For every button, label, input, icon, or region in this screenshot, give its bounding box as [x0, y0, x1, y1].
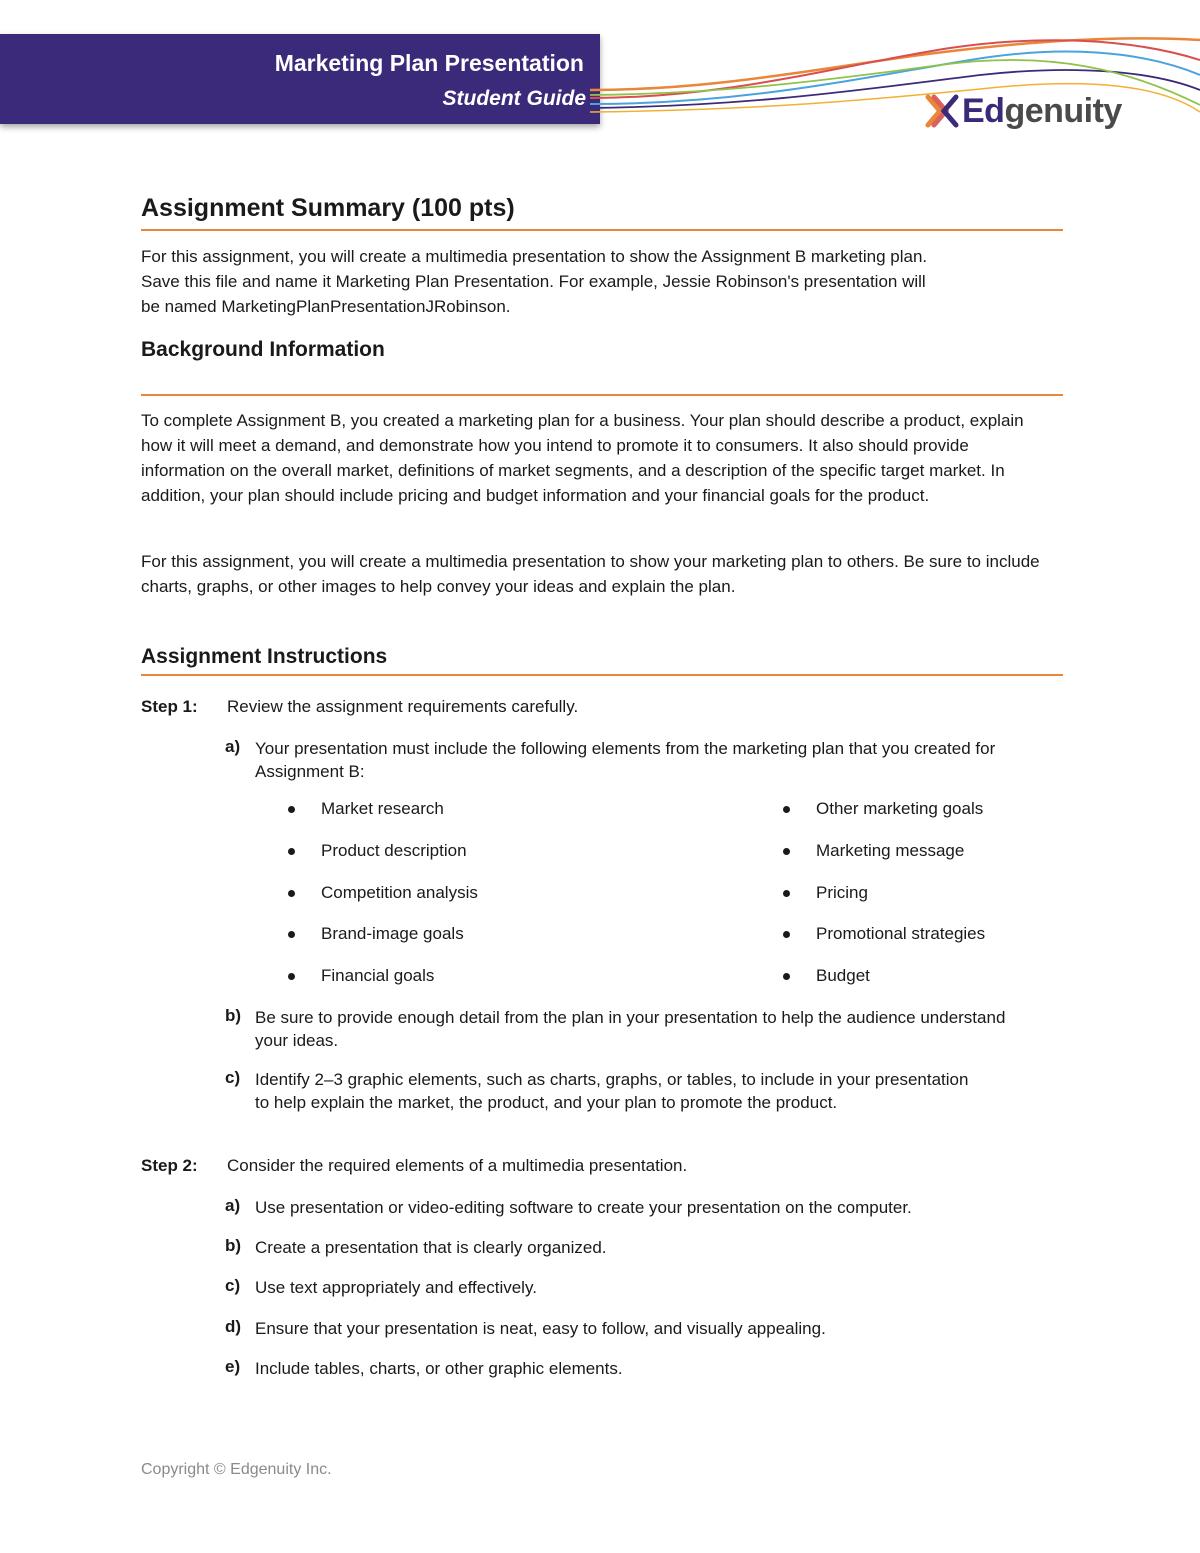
sub-item-letter: a) — [225, 737, 241, 756]
sub-item-letter: c) — [225, 1068, 241, 1087]
bullet-icon — [288, 806, 295, 813]
background-paragraph: For this assignment, you will create a multimedia presentation to show your marketing plan to others. Be sure to include charts, graphs, or other images to help convey your ideas and explain the plan. — [141, 552, 1040, 596]
summary-paragraph: For this assignment, you will create a multimedia presentation to show the Assignment B marketing plan. Save this file and name it Marketing Plan Presentation. For example, Jessie Robinson's presentation will be named MarketingPlanPresentationJRobinson. — [141, 247, 928, 316]
bullet-icon — [783, 806, 790, 813]
list-item: Market research — [288, 799, 444, 819]
list-item: Product description — [288, 841, 467, 861]
sub-item-text: Create a presentation that is clearly organized. — [255, 1238, 607, 1257]
sub-item-letter: b) — [225, 1006, 242, 1025]
list-item: Other marketing goals — [783, 799, 983, 819]
sub-item-letter: a) — [225, 1196, 241, 1215]
document-subtitle: Student Guide — [442, 87, 586, 110]
list-item: Marketing message — [783, 841, 964, 861]
sub-item-letter: d) — [225, 1317, 242, 1336]
sub-item-text: Ensure that your presentation is neat, easy to follow, and visually appealing. — [255, 1319, 826, 1338]
sub-item-text: Use presentation or video-editing software to create your presentation on the computer. — [255, 1198, 912, 1217]
edgenuity-x-logo-icon — [924, 93, 960, 129]
edgenuity-logo — [924, 90, 1122, 132]
list-item: Competition analysis — [288, 883, 478, 903]
instructions-heading: Assignment Instructions — [141, 645, 388, 668]
bullet-icon — [783, 931, 790, 938]
document-title: Marketing Plan Presentation — [274, 50, 584, 76]
sub-item-text: Include tables, charts, or other graphic elements. — [255, 1359, 623, 1378]
bullet-icon — [783, 848, 790, 855]
sub-item-letter: b) — [225, 1236, 242, 1255]
bullet-icon — [783, 890, 790, 897]
sub-item-text: Identify 2–3 graphic elements, such as charts, graphs, or tables, to include in your presentation to help explain the market, the product, and your plan to promote the product. — [255, 1070, 969, 1112]
bullet-icon — [288, 931, 295, 938]
header-banner — [0, 34, 600, 124]
heading-divider — [141, 394, 1063, 396]
heading-divider — [141, 674, 1063, 676]
list-item: Budget — [783, 966, 870, 986]
sub-item-text: Your presentation must include the following elements from the marketing plan that you created for Assignment B: — [255, 739, 996, 781]
copyright-footer: Copyright © Edgenuity Inc. — [141, 1461, 332, 1478]
sub-item-letter: c) — [225, 1276, 241, 1295]
sub-item-text: Use text appropriately and effectively. — [255, 1278, 537, 1297]
step-label: Step 2: — [141, 1156, 198, 1175]
sub-item-letter: e) — [225, 1357, 241, 1376]
bullet-icon — [288, 973, 295, 980]
step-text: Consider the required elements of a multimedia presentation. — [227, 1156, 688, 1175]
bullet-icon — [288, 890, 295, 897]
bullet-icon — [288, 848, 295, 855]
list-item: Brand-image goals — [288, 924, 464, 944]
step-label: Step 1: — [141, 697, 198, 716]
list-item: Pricing — [783, 883, 868, 903]
heading-divider — [141, 229, 1063, 231]
list-item: Financial goals — [288, 966, 434, 986]
assignment-summary-heading: Assignment Summary (100 pts) — [141, 194, 515, 222]
sub-item-text: Be sure to provide enough detail from the plan in your presentation to help the audience understand your ideas. — [255, 1008, 1006, 1050]
background-paragraph: To complete Assignment B, you created a marketing plan for a business. Your plan should describe a product, explain how it will meet a demand, and demonstrate how you intend to promote it to consumers. It also should provide information on the overall market, definitions of market segments, and a description of the specific target market. In addition, your plan should include pricing and budget information and your financial goals for the product. — [141, 411, 1024, 505]
bullet-icon — [783, 973, 790, 980]
background-heading: Background Information — [141, 338, 385, 361]
logo-wordmark: Edgenuity — [962, 91, 1122, 130]
list-item: Promotional strategies — [783, 924, 985, 944]
step-text: Review the assignment requirements carefully. — [227, 697, 579, 716]
